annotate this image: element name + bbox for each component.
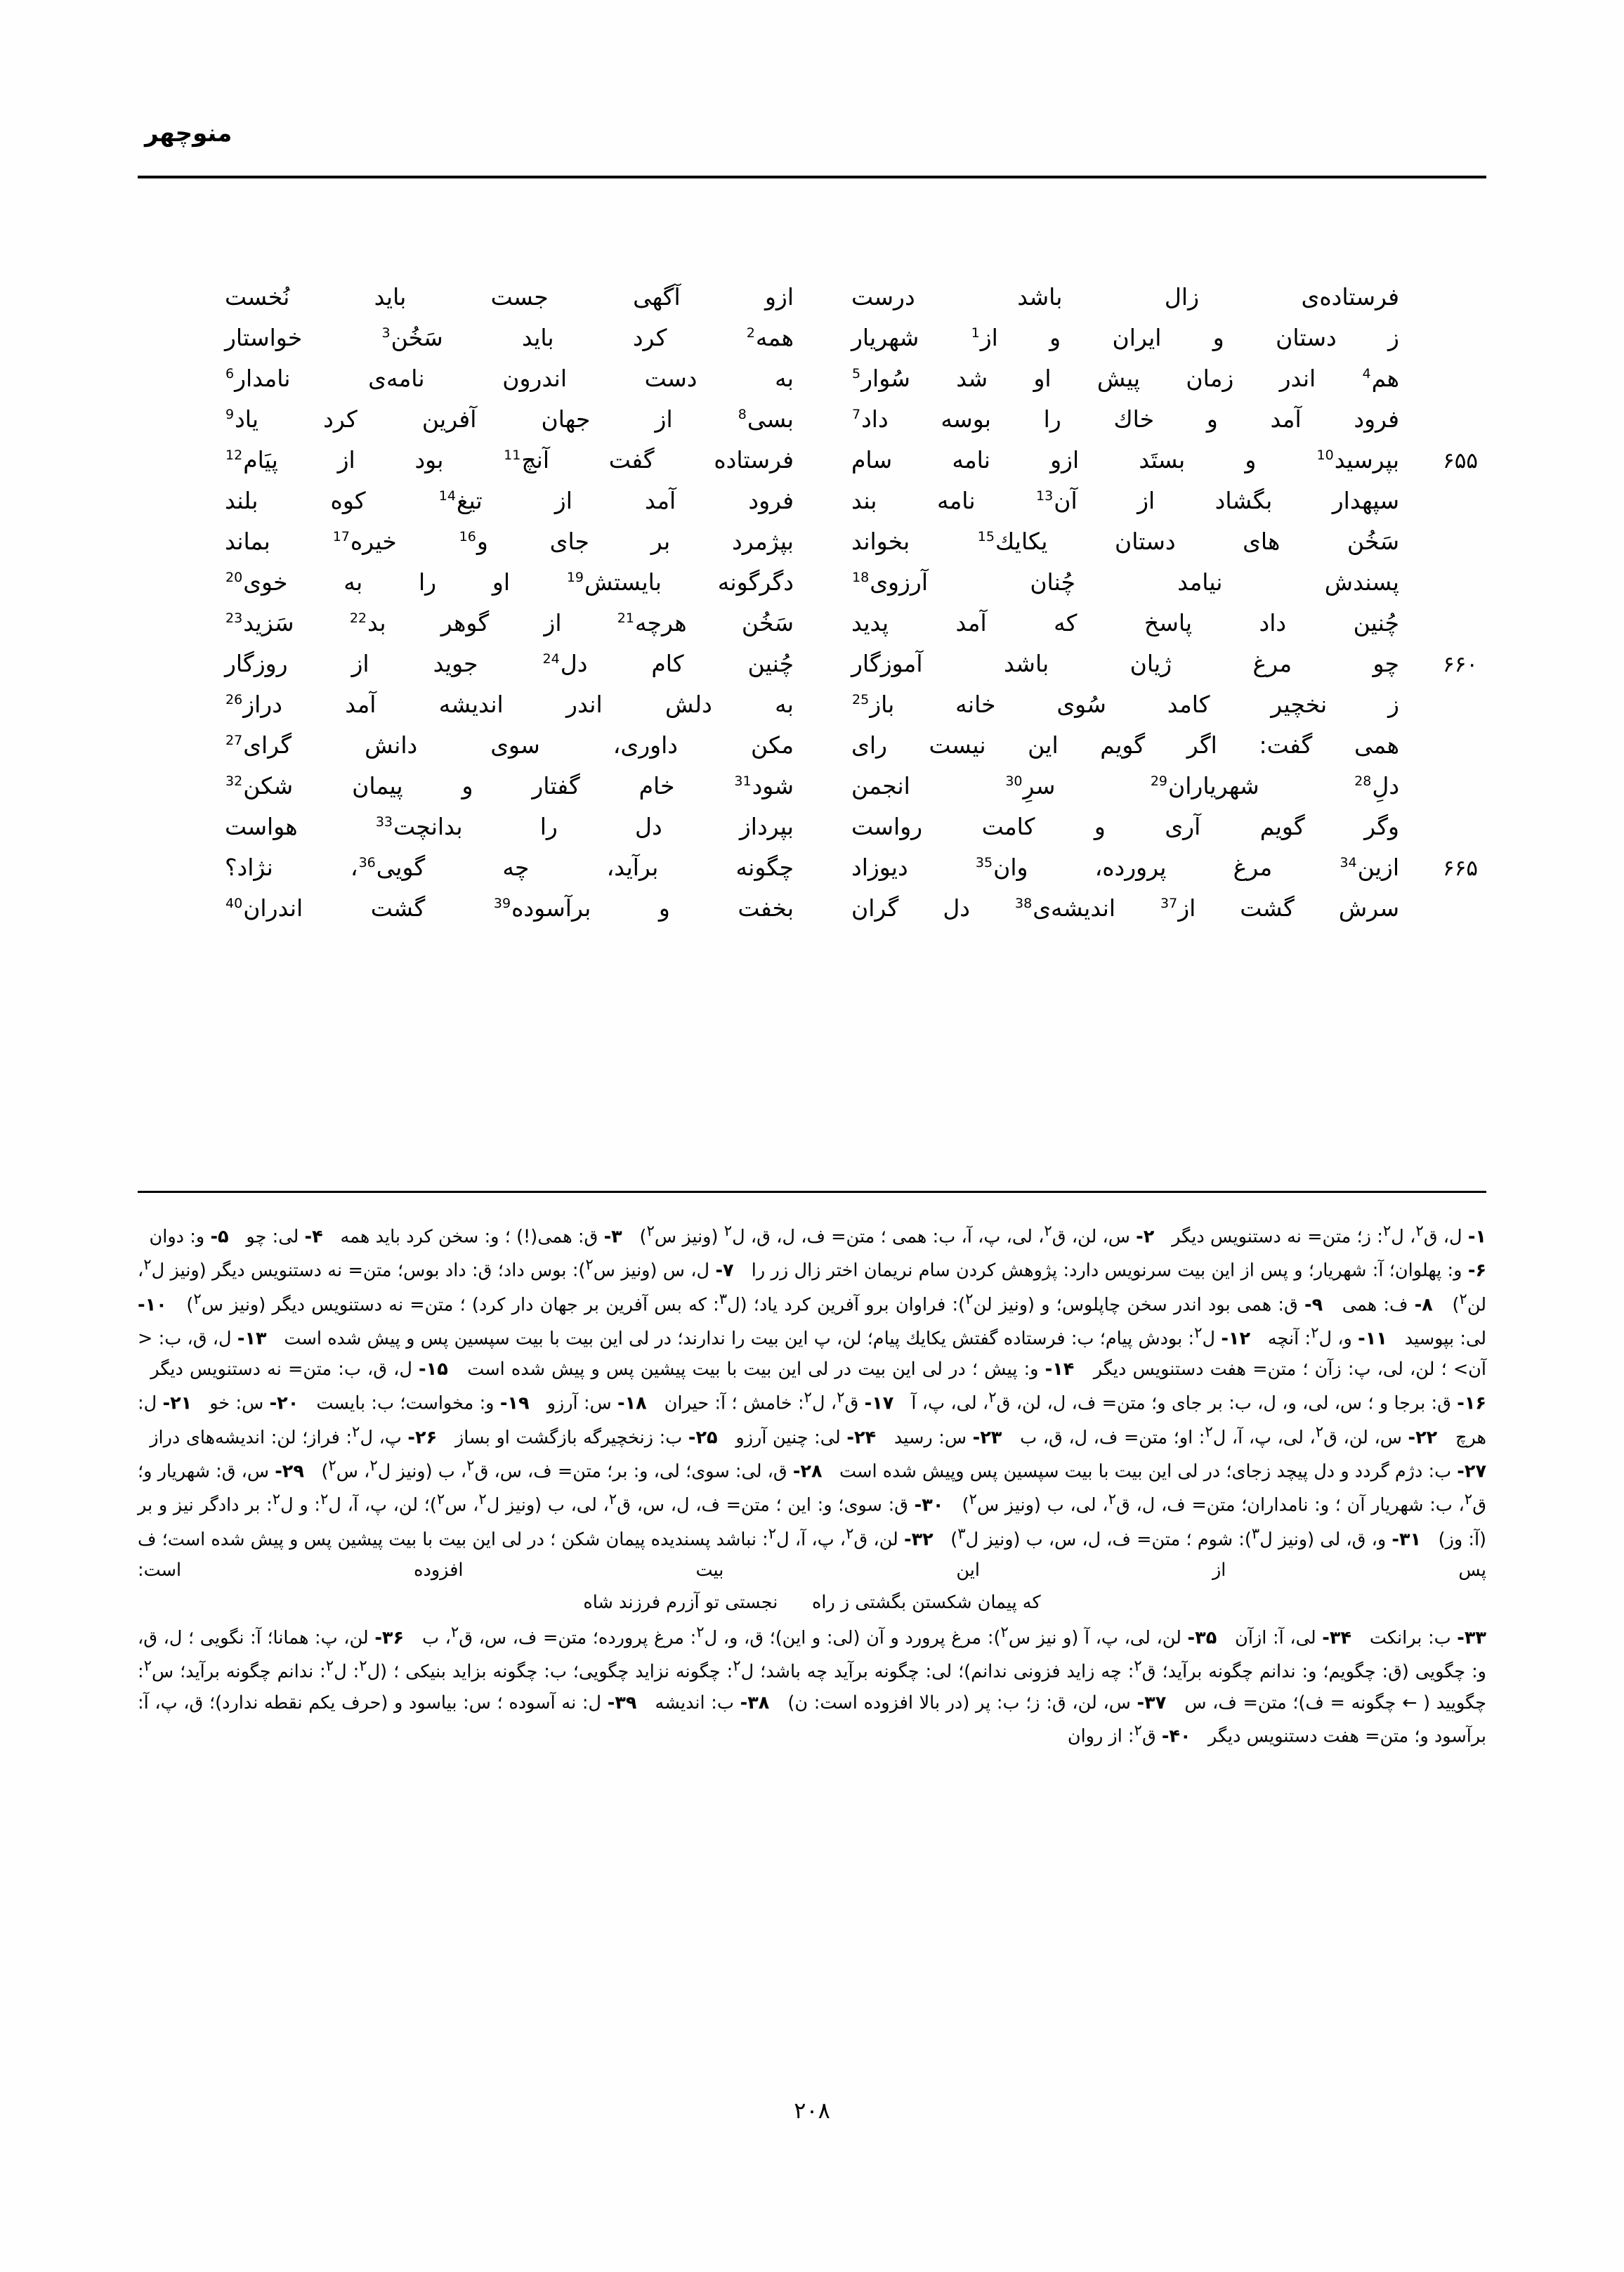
apparatus-paragraph: ۱- ل، ق$^۲$، ل$^۲$: ز؛ متن= نه دستنویس دیگر ۲- س، لن، ق$^۲$، لی، پ، آ، ب: همی ؛ متن= ف، ل، ق، ل$^۲$ (ونیز س$^۲$) ۳- ق: همی(!) ؛ و: سخن کرد باید همه ۴- لی: چو ۵- و: دوان ۶- و: پهلوان؛ آ: شهریار؛ و پس از این بیت سرنویس دارد: پژوهش کردن سام نریمان اختر زال زر را ۷- ل، س (ونیز س$^۲$): بوس داد؛ ق: داد بوس؛ متن= نه دستنویس دیگر (ونیز ل$^۲$، لن$^۲$) ۸- ف: همی ۹- ق: همی بود اندر سخن چاپلوس؛ و (ونیز لن$^۲$): فراوان برو آفرین کرد یاد؛ (ل$^۳$: که بس آفرین بر جهان دار کرد) ؛ متن= نه دستنویس دیگر (ونیز س$^۲$) ۱۰- لی: بپوسید ۱۱- و، ل$^۲$: آنچه ۱۲- ل$^۲$: بودش پیام؛ ب: فرستاده گفتش یکایك پیام؛ لن، پ این بیت را ندارند؛ در لی این بیت با بیت سپسین پس و پیش شده است ۱۳- ل، ق، ب: < آن> ؛ لن، لی، پ: زآن ؛ متن= هفت دستنویس دیگر ۱۴- و: پیش ؛ در لی این بیت در لی این بیت با بیت پیشین پس و پیش شده است ۱۵- ل، ق، ب: متن= نه دستنویس دیگر ۱۶- ق: برجا و ؛ س، لی، و، ل، ب: بر جای و؛ متن= ف، ل، لن، ق$^۲$، لی، پ، آ ۱۷- ق$^۲$، ل$^۲$: خامش ؛ آ: حیران ۱۸- س: آرزو ۱۹- و: مخواست؛ ب: بایست ۲۰- س: خو ۲۱- ل: هرچ ۲۲- س، لن، ق$^۲$، لی، پ، آ، ل$^۲$: او؛ متن= ف، ل، ق، ب ۲۳- س: رسید ۲۴- لی: چنین آرزو ۲۵- ب: زنخچیرگه بازگشت او بساز ۲۶- پ، ل$^۲$: فراز؛ لن: اندیشه‌های دراز ۲۷- ب: دژم گردد و دل پیچد زجای؛ در لی این بیت با بیت سپسین پس وپیش شده است ۲۸- ق، لی: سوی؛ لی، و: بر؛ متن= ف، س، ق$^۲$، ب (ونیز ل$^۲$، س$^۲$) ۲۹- س، ق: شهریار و؛ ق$^۲$، ب: شهریار آن ؛ و: نامداران؛ متن= ف، ل، ق$^۲$، لی، ب (ونیز س$^۲$) ۳۰- ق: سوی؛ و: این ؛ متن= ف، ل، س، ق$^۲$، لی، ب (ونیز ل$^۲$، س$^۲$)؛ لن، پ، آ، ل$^۲$: و ل$^۲$: بر دادگر نیز و بر (آ: وز) ۳۱- و، ق، لی (ونیز ل$^۳$): شوم ؛ متن= ف، ل، س، ب (ونیز ل$^۳$) ۳۲- لن، ق$^۲$، پ، آ، ل$^۲$: نباشد پسندیده پیمان شکن ؛ در لی این بیت با بیت پیشین پس و پیش شده است؛ ف پس از این بیت افزوده است:	[138, 1222, 1487, 1581]
verse-couplet	[225, 851, 1478, 892]
hemistich-right: سرش گشت از$^{37}$ اندیشه‌ی$^{38}$ دل گران	[851, 894, 1400, 922]
verse-number: ۶۶۰	[1443, 652, 1478, 677]
apparatus-rule	[138, 1191, 1486, 1193]
verse-couplet	[225, 485, 1399, 525]
hemistich-left: بپژمرد بر جای و$^{16}$ خیره$^{17}$ بماند	[225, 528, 794, 555]
verse-couplet	[225, 607, 1399, 648]
verse-couplet	[225, 729, 1399, 770]
hemistich-right: بپرسید$^{10}$ و بستَد ازو نامه سام	[851, 446, 1399, 474]
verse-couplet	[225, 281, 1399, 322]
hemistich-left: همه$^2$ کرد باید سَخُن$^3$ خواستار	[225, 324, 794, 351]
hemistich-right: ازین$^{34}$ مرغ پرورده، وان$^{35}$ دیوزاد	[851, 854, 1399, 881]
hemistich-left: بخفت و برآسوده$^{39}$ گشت اندران$^{40}$	[225, 894, 794, 922]
page-number: ۲۰۸	[794, 2097, 830, 2124]
verse-couplet	[225, 403, 1399, 444]
hemistich-left: ازو آگهی جست باید نُخست	[225, 283, 794, 311]
hemistich-left: فرود آمد از تیغ$^{14}$ کوه بلند	[225, 487, 794, 514]
hemistich-left: به دلش اندر اندیشه آمد دراز$^{26}$	[225, 691, 794, 718]
verse-couplet	[225, 688, 1399, 729]
apparatus-inserted-verse: که پیمان شکستن بگشتی ز راه نجستی تو آزرم فرزند شاه	[583, 1591, 1041, 1613]
verse-couplet	[225, 648, 1478, 688]
verse-number: ۶۶۵	[1443, 856, 1478, 881]
hemistich-right: فرود آمد و خاك را بوسه داد$^7$	[852, 405, 1399, 433]
hemistich-right: چُنین داد پاسخ که آمد پدید	[851, 609, 1399, 636]
hemistich-right: سَخُن های دستان یکایك$^{15}$ بخواند	[851, 528, 1399, 555]
hemistich-right: دلِ$^{28}$ شهریاران$^{29}$ سرِ$^{30}$ انجمن	[851, 772, 1400, 799]
hemistich-left: بپرداز دل را بدانچت$^{33}$ هواست	[225, 813, 794, 840]
hemistich-left: سَخُن هرچه$^{21}$ از گوهر بد$^{22}$ سَزید$^{23}$	[225, 609, 794, 636]
hemistich-right: پسندش نیامد چُنان آرزوی$^{18}$	[852, 568, 1399, 596]
hemistich-right: همی گفت: اگر گویم این نیست رای	[851, 731, 1399, 759]
hemistich-right: فرستاده‌ی زال باشد درست	[851, 283, 1399, 311]
chapter-title: منوچهر	[145, 119, 233, 148]
hemistich-left: مکن داوری، سوی دانش گرای$^{27}$	[225, 731, 794, 759]
running-head	[138, 119, 1486, 148]
verse-couplet	[225, 322, 1399, 363]
verse-block	[225, 281, 1478, 933]
apparatus-paragraph: ۳۳- ب: برانکت ۳۴- لی، آ: ازآن ۳۵- لن، لی، پ، آ (و نیز س$^۲$): مرغ پرورد و آن (لی: و این)؛ ق، و، ل$^۲$: مرغ پرورده؛ متن= ف، س، ق$^۲$، ب ۳۶- لن، پ: همانا؛ آ: نگویی ؛ ل، ق، و: چگویی (ق: چگویم؛ و: ندانم چگونه برآید؛ ق$^۲$: چه زاید فزونی ندانم)؛ لی: چگونه برآید چه باشد؛ ل$^۲$: چگونه نزاید چگویی؛ ب: چگونه بزاید بنیکی ؛ (ل$^۲$: ل$^۲$: ندانم چگونه برآید؛ س$^۲$: چگویید ( ← چگونه = ف)؛ متن= ف، س ۳۷- س، لن، ق: ز؛ ب: پر (در بالا افزوده است: ن) ۳۸- ب: اندیشه ۳۹- ل: نه آسوده ؛ س: بیاسود و (حرف یکم نقطه ندارد)؛ ق، پ، آ: برآسود و؛ متن= هفت دستنویس دیگر ۴۰- ق$^۲$: از روان	[138, 1623, 1487, 1747]
hemistich-right: ز دستان و ایران و از$^1$ شهریار	[851, 324, 1399, 351]
hemistich-left: شود$^{31}$ خام گفتار و پیمان شکن$^{32}$	[225, 772, 794, 799]
hemistich-left: به دست اندرون نامه‌ی نامدار$^6$	[225, 365, 794, 392]
verse-couplet	[225, 525, 1399, 566]
critical-apparatus	[138, 1219, 1486, 1753]
hemistich-left: فرستاده گفت آنچ$^{11}$ بود از پیَام$^{12}$	[225, 446, 794, 474]
verse-couplet	[225, 444, 1478, 485]
hemistich-right: ز نخچیر کامد سُوی خانه باز$^{25}$	[852, 691, 1399, 718]
hemistich-right: چو مرغ ژیان باشد آموزگار	[851, 650, 1399, 677]
verse-couplet	[225, 363, 1399, 403]
verse-couplet	[225, 566, 1399, 607]
hemistich-left: دگرگونه بایستش$^{19}$ او را به خوی$^{20}$	[225, 568, 794, 596]
hemistich-right: سپهدار بگشاد از آن$^{13}$ نامه بند	[851, 487, 1399, 514]
verse-couplet	[225, 811, 1399, 851]
hemistich-right: وگر گویم آری و کامت رواست	[851, 813, 1399, 840]
hemistich-left: چگونه برآید، چه گویی$^{36}$، نژاد؟	[225, 854, 794, 881]
hemistich-right: هم$^4$ اندر زمان پیش او شد سُوار$^5$	[852, 365, 1399, 392]
verse-number: ۶۵۵	[1443, 448, 1478, 474]
verse-couplet	[225, 892, 1399, 933]
header-rule	[138, 176, 1486, 178]
verse-couplet	[225, 770, 1399, 811]
hemistich-left: چُنین کام دل$^{24}$ جوید از روزگار	[225, 650, 794, 677]
hemistich-left: بسی$^8$ از جهان آفرین کرد یاد$^9$	[225, 405, 794, 433]
